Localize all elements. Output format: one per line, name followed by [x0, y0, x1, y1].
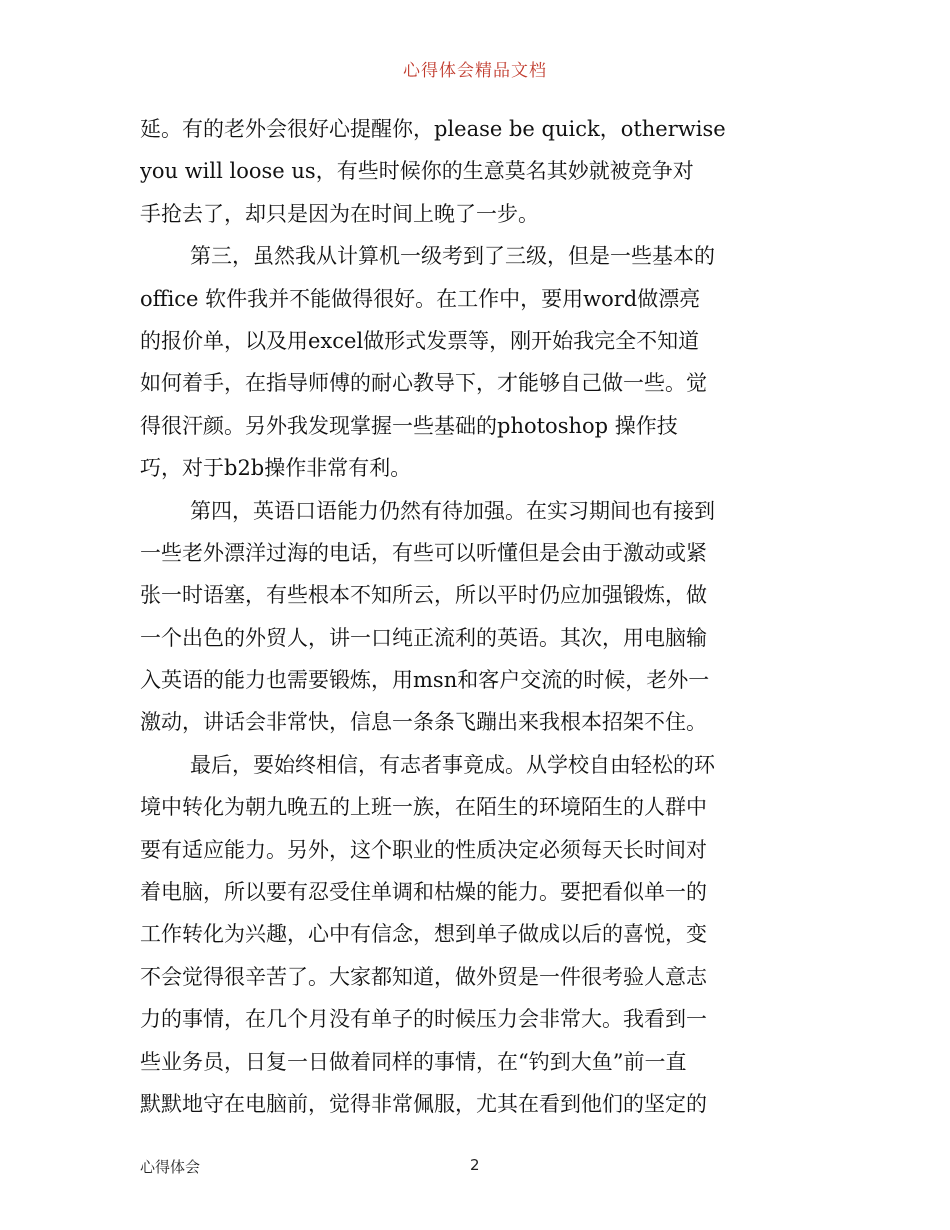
- text-line: 工作转化为兴趣，心中有信念，想到单子做成以后的喜悦，变: [140, 922, 707, 947]
- text-line: 一个出色的外贸人，讲一口纯正流利的英语。其次，用电脑输: [140, 625, 707, 650]
- text-line: 如何着手，在指导师傅的耐心教导下，才能够自己做一些。觉: [140, 371, 707, 396]
- footer-label: 心得体会: [140, 1158, 201, 1176]
- text-line: 一些老外漂洋过海的电话，有些可以听懂但是会由于激动或紧: [140, 540, 707, 565]
- text-line: 着电脑，所以要有忍受住单调和枯燥的能力。要把看似单一的: [140, 880, 707, 905]
- text-line: 手抢去了，却只是因为在时间上晚了一步。: [140, 201, 539, 226]
- text-line: 默默地守在电脑前，觉得非常佩服，尤其在看到他们的坚定的: [140, 1091, 707, 1116]
- text-line: 不会觉得很辛苦了。大家都知道，做外贸是一件很考验人意志: [140, 964, 707, 989]
- text-line: 的报价单，以及用excel做形式发票等，刚开始我完全不知道: [140, 328, 700, 353]
- text-line: 第三，虽然我从计算机一级考到了三级，但是一些基本的: [190, 244, 715, 269]
- text-line: office 软件我并不能做得很好。在工作中，要用word做漂亮: [140, 286, 701, 311]
- page-number: 2: [470, 1156, 480, 1174]
- text-line: 入英语的能力也需要锻炼，用msn和客户交流的时候，老外一: [140, 668, 710, 693]
- text-line: 延。有的老外会很好心提醒你，please be quick，otherwise: [140, 117, 726, 141]
- text-line: 得很汗颜。另外我发现掌握一些基础的photoshop 操作技: [140, 413, 678, 438]
- text-line: 张一时语塞，有些根本不知所云，所以平时仍应加强锻炼，做: [140, 583, 707, 608]
- document-body: [140, 108, 812, 1125]
- text-line: 些业务员，日复一日做着同样的事情，在“钓到大鱼”前一直: [140, 1049, 687, 1074]
- text-line: you will loose us，有些时候你的生意莫名其妙就被竞争对: [140, 159, 694, 184]
- text-line: 第四，英语口语能力仍然有待加强。在实习期间也有接到: [190, 498, 715, 523]
- text-line: 力的事情，在几个月没有单子的时候压力会非常大。我看到一: [140, 1007, 707, 1032]
- text-line: 境中转化为朝九晚五的上班一族，在陌生的环境陌生的人群中: [140, 795, 707, 820]
- text-line: 要有适应能力。另外，这个职业的性质决定必须每天长时间对: [140, 837, 707, 862]
- page-header-title: 心得体会精品文档: [403, 61, 547, 81]
- text-line: 巧，对于b2b操作非常有利。: [140, 456, 412, 481]
- text-line: 最后，要始终相信，有志者事竟成。从学校自由轻松的环: [190, 752, 715, 777]
- text-line: 激动，讲话会非常快，信息一条条飞蹦出来我根本招架不住。: [140, 710, 707, 735]
